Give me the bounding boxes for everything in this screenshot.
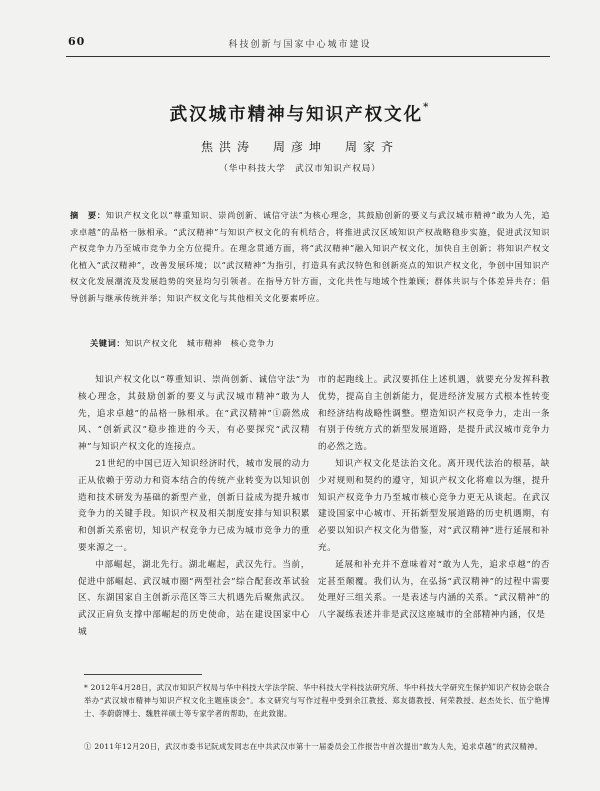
- body-paragraph: 21世纪的中国已迈入知识经济时代，城市发展的动力正从依赖于劳动力和资本结合的传统产业转变为以知识创造和技术研发为基础的新型产业，创新日益成为提升城市竞争力的关键手段。知识产权及相关制度安排与知识积累和创新关系密切，知识产权竞争力已成为城市竞争力的重要来源之一。: [78, 458, 310, 553]
- article-title-text: 武汉城市精神与知识产权文化: [169, 105, 424, 125]
- keywords-label: 关键词：: [90, 338, 126, 348]
- header-rule: [66, 56, 550, 57]
- footnote-2: ① 2011年12月20日，武汉市委书记阮成发同志在中共武汉市第十一届委员会工作报告中首次提出“敢为人先，追求卓越”的武汉精神。: [84, 742, 543, 751]
- abstract: [70, 207, 550, 306]
- body-paragraph: 知识产权文化是法治文化。离开现代法治的根基，缺少对规则和契约的遵守，知识产权文化将难以为继，提升知识产权竞争力乃至城市核心竞争力更无从谈起。在武汉建设国家中心城市、开拓新型发展道路的历史机遇期，有必要以知识产权文化为借鉴，对“武汉精神”进行延展和补充。: [318, 458, 550, 553]
- article-authors: 焦洪涛 周彦坤 周家齐: [200, 140, 399, 154]
- title-footnote-mark: *: [423, 102, 431, 114]
- body-paragraph: 中部崛起，湖北先行。湖北崛起，武汉先行。当前，促进中部崛起、武汉城市圈“两型社会”综合配套改革试验区、东湖国家自主创新示范区等三大机遇先后聚焦武汉。武汉正肩负支撑中部崛起的历史使命，站在建设国家中心城: [78, 559, 310, 637]
- footnote-1: * 2012年4月28日，武汉市知识产权局与华中科技大学法学院、华中科技大学科技法研究所、华中科技大学研究生保护知识产权协会联合举办“武汉城市精神与知识产权文化主题座谈会”。本文研究与写作过程中受到余江教授、郑友德教授、何荣教授、赵杰处长、伍宁艳博士、李蔚蔚博士、魏胜祥硕士等专家学者的帮助，在此致谢。: [84, 683, 550, 719]
- running-header: 科技创新与国家中心城市建设: [228, 40, 372, 50]
- abstract-text: 知识产权文化以“尊重知识、崇尚创新、诚信守法”为核心理念，其鼓励创新的要义与武汉城市精神“敢为人先，追求卓越”的品格一脉相承。“武汉精神”与知识产权文化的有机结合，将推进武汉区域知识产权战略稳步实施，促进武汉知识产权竞争力乃至城市竞争力全方位提升。在理念贯通方面，将“武汉精神”融入知识产权文化，加快自主创新；将知识产权文化植入“武汉精神”，改善发展环境；以“武汉精神”为指引，打造具有武汉特色和创新亮点的知识产权文化，争创中国知识产权文化发展潮流及发展趋势的突显均匀引领者。在指导方针方面，文化共性与地域个性兼顾；群体共识与个体差异共存；倡导创新与继承传统并举；知识产权文化与其他相关文化要素呼应。: [70, 210, 550, 303]
- footnote-rule: [84, 674, 202, 675]
- page-number: 60: [68, 35, 86, 48]
- body-paragraph: 延展和补充并不意味着对“敢为人先，追求卓越”的否定甚至颠覆。我们认为，在弘扬“武汉精神”的过程中需要处理好三组关系。一是表述与内涵的关系。“武汉精神”的八字凝练表述并非是武汉这座城市的全部精神内涵，仅是: [318, 559, 550, 621]
- abstract-label: 摘 要：: [70, 210, 106, 220]
- keywords-text: 知识产权文化 城市精神 核心竞争力: [125, 338, 275, 348]
- article-affiliation: （华中科技大学 武汉市知识产权局）: [219, 164, 381, 174]
- body-paragraph: 市的起跑线上。武汉要抓住上述机遇，就要充分发挥科教优势，提高自主创新能力，促进经济发展方式根本性转变和经济结构战略性调整。塑造知识产权竞争力，走出一条有别于传统方式的新型发展道路，是提升武汉城市竞争力的必然之选。: [318, 375, 550, 453]
- article-title: [0, 101, 600, 126]
- body-column-right: [318, 372, 550, 624]
- keywords: [90, 338, 550, 349]
- body-paragraph: 知识产权文化以“尊重知识、崇尚创新、诚信守法”为核心理念，其鼓励创新的要义与武汉城市精神“敢为人先，追求卓越”的品格一脉相承。在“武汉精神”①蔚然成风、“创新武汉”稳步推进的今天，有必要探究“武汉精神”与知识产权文化的连接点。: [78, 375, 310, 453]
- body-column-left: [78, 372, 310, 641]
